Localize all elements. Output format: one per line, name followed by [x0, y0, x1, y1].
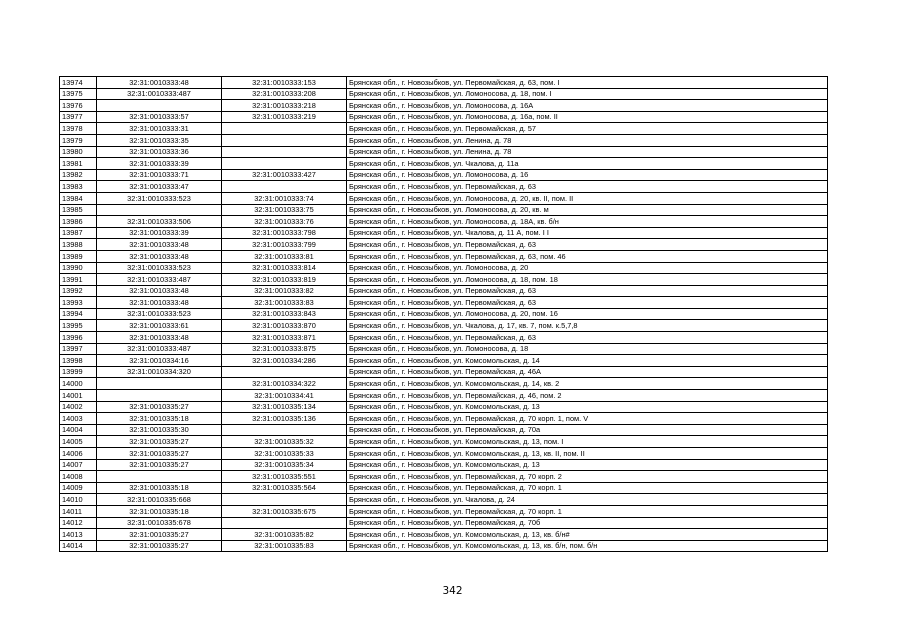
- table-row: [60, 169, 828, 181]
- cadastral-number-cell: 32:31:0010335:27: [97, 401, 222, 413]
- table-row: [60, 297, 828, 309]
- row-number-cell: 14000: [60, 378, 97, 390]
- building-cadastral-number-cell: 32:31:0010333:870: [222, 320, 347, 332]
- cadastral-number-cell: 32:31:0010335:18: [97, 482, 222, 494]
- building-cadastral-number-cell: 32:31:0010335:82: [222, 529, 347, 541]
- row-number-cell: 14007: [60, 459, 97, 471]
- cadastral-number-cell: 32:31:0010333:523: [97, 308, 222, 320]
- table-row: [60, 459, 828, 471]
- cadastral-number-cell: 32:31:0010334:16: [97, 355, 222, 367]
- table-row: [60, 111, 828, 123]
- page-number: 342: [442, 585, 463, 597]
- building-cadastral-number-cell: [222, 366, 347, 378]
- address-cell: Брянская обл., г. Новозыбков, ул. Первомайская, д. 57: [347, 123, 828, 135]
- table-row: [60, 134, 828, 146]
- table-row: [60, 378, 828, 390]
- table-row: [60, 517, 828, 529]
- cadastral-number-cell: 32:31:0010333:523: [97, 192, 222, 204]
- cadastral-number-cell: 32:31:0010333:31: [97, 123, 222, 135]
- table-row: [60, 146, 828, 158]
- building-cadastral-number-cell: 32:31:0010335:551: [222, 471, 347, 483]
- address-cell: Брянская обл., г. Новозыбков, ул. Первомайская, д. 63: [347, 297, 828, 309]
- row-number-cell: 13991: [60, 274, 97, 286]
- cadastral-number-cell: 32:31:0010333:71: [97, 169, 222, 181]
- building-cadastral-number-cell: 32:31:0010335:83: [222, 540, 347, 552]
- table-row: [60, 204, 828, 216]
- address-cell: Брянская обл., г. Новозыбков, ул. Первомайская, д. 70б: [347, 517, 828, 529]
- address-cell: Брянская обл., г. Новозыбков, ул. Чкалова, д. 11а: [347, 158, 828, 170]
- address-cell: Брянская обл., г. Новозыбков, ул. Первомайская, д. 63: [347, 181, 828, 193]
- row-number-cell: 13998: [60, 355, 97, 367]
- row-number-cell: 13996: [60, 332, 97, 344]
- address-cell: Брянская обл., г. Новозыбков, ул. Чкалова, д. 17, кв. 7, пом. к.5,7,8: [347, 320, 828, 332]
- address-cell: Брянская обл., г. Новозыбков, ул. Комсомольская, д. 14: [347, 355, 828, 367]
- cadastral-number-cell: 32:31:0010335:18: [97, 413, 222, 425]
- address-cell: Брянская обл., г. Новозыбков, ул. Первомайская, д. 70 корп. 1, пом. V: [347, 413, 828, 425]
- row-number-cell: 13995: [60, 320, 97, 332]
- cadastral-number-cell: 32:31:0010333:48: [97, 285, 222, 297]
- cadastral-number-cell: 32:31:0010333:35: [97, 134, 222, 146]
- row-number-cell: 14011: [60, 505, 97, 517]
- table-row: [60, 308, 828, 320]
- row-number-cell: 13988: [60, 239, 97, 251]
- row-number-cell: 14002: [60, 401, 97, 413]
- address-cell: Брянская обл., г. Новозыбков, ул. Ломоносова, д. 20, кв. II, пом. II: [347, 192, 828, 204]
- address-cell: Брянская обл., г. Новозыбков, ул. Комсомольская, д. 13, пом. I: [347, 436, 828, 448]
- address-cell: Брянская обл., г. Новозыбков, ул. Ломоносова, д. 18: [347, 343, 828, 355]
- building-cadastral-number-cell: 32:31:0010335:32: [222, 436, 347, 448]
- cadastral-number-cell: 32:31:0010333:39: [97, 158, 222, 170]
- address-cell: Брянская обл., г. Новозыбков, ул. Ломоносова, д. 20, пом. 16: [347, 308, 828, 320]
- cadastral-number-cell: 32:31:0010333:47: [97, 181, 222, 193]
- building-cadastral-number-cell: [222, 146, 347, 158]
- address-cell: Брянская обл., г. Новозыбков, ул. Первомайская, д. 46, пом. 2: [347, 390, 828, 402]
- address-cell: Брянская обл., г. Новозыбков, ул. Комсомольская, д. 13, кв. б/н, пом. б/н: [347, 540, 828, 552]
- building-cadastral-number-cell: 32:31:0010333:76: [222, 216, 347, 228]
- table-row: [60, 390, 828, 402]
- row-number-cell: 13987: [60, 227, 97, 239]
- address-cell: Брянская обл., г. Новозыбков, ул. Ленина, д. 78: [347, 146, 828, 158]
- table-row: [60, 355, 828, 367]
- registry-table: [59, 76, 828, 552]
- row-number-cell: 13979: [60, 134, 97, 146]
- building-cadastral-number-cell: 32:31:0010333:814: [222, 262, 347, 274]
- row-number-cell: 13975: [60, 88, 97, 100]
- table-row: [60, 100, 828, 112]
- address-cell: Брянская обл., г. Новозыбков, ул. Комсомольская, д. 13, кв. б/н#: [347, 529, 828, 541]
- building-cadastral-number-cell: [222, 134, 347, 146]
- building-cadastral-number-cell: 32:31:0010333:843: [222, 308, 347, 320]
- cadastral-number-cell: [97, 204, 222, 216]
- table-row: [60, 227, 828, 239]
- row-number-cell: 13982: [60, 169, 97, 181]
- cadastral-number-cell: 32:31:0010333:506: [97, 216, 222, 228]
- table-row: [60, 505, 828, 517]
- building-cadastral-number-cell: 32:31:0010335:34: [222, 459, 347, 471]
- table-row: [60, 192, 828, 204]
- address-cell: Брянская обл., г. Новозыбков, ул. Ломоносова, д. 20: [347, 262, 828, 274]
- row-number-cell: 13989: [60, 250, 97, 262]
- address-cell: Брянская обл., г. Новозыбков, ул. Первомайская, д. 63: [347, 332, 828, 344]
- building-cadastral-number-cell: 32:31:0010334:322: [222, 378, 347, 390]
- address-cell: Брянская обл., г. Новозыбков, ул. Ломоносова, д. 16А: [347, 100, 828, 112]
- building-cadastral-number-cell: [222, 494, 347, 506]
- row-number-cell: 13993: [60, 297, 97, 309]
- row-number-cell: 14005: [60, 436, 97, 448]
- cadastral-number-cell: 32:31:0010334:320: [97, 366, 222, 378]
- cadastral-number-cell: 32:31:0010335:27: [97, 459, 222, 471]
- building-cadastral-number-cell: 32:31:0010335:134: [222, 401, 347, 413]
- table-row: [60, 88, 828, 100]
- building-cadastral-number-cell: [222, 123, 347, 135]
- building-cadastral-number-cell: 32:31:0010333:74: [222, 192, 347, 204]
- building-cadastral-number-cell: 32:31:0010333:871: [222, 332, 347, 344]
- address-cell: Брянская обл., г. Новозыбков, ул. Ломоносова, д. 18, пом. 18: [347, 274, 828, 286]
- row-number-cell: 13985: [60, 204, 97, 216]
- table-row: [60, 332, 828, 344]
- cadastral-number-cell: 32:31:0010335:27: [97, 436, 222, 448]
- cadastral-number-cell: 32:31:0010333:39: [97, 227, 222, 239]
- cadastral-number-cell: 32:31:0010333:48: [97, 77, 222, 89]
- row-number-cell: 13977: [60, 111, 97, 123]
- cadastral-number-cell: 32:31:0010333:57: [97, 111, 222, 123]
- cadastral-number-cell: [97, 378, 222, 390]
- building-cadastral-number-cell: [222, 181, 347, 193]
- table-row: [60, 413, 828, 425]
- building-cadastral-number-cell: 32:31:0010333:83: [222, 297, 347, 309]
- address-cell: Брянская обл., г. Новозыбков, ул. Первомайская, д. 63: [347, 239, 828, 251]
- address-cell: Брянская обл., г. Новозыбков, ул. Комсомольская, д. 14, кв. 2: [347, 378, 828, 390]
- cadastral-number-cell: [97, 390, 222, 402]
- table-row: [60, 471, 828, 483]
- building-cadastral-number-cell: 32:31:0010335:136: [222, 413, 347, 425]
- table-row: [60, 482, 828, 494]
- table-row: [60, 529, 828, 541]
- building-cadastral-number-cell: 32:31:0010333:799: [222, 239, 347, 251]
- table-row: [60, 343, 828, 355]
- building-cadastral-number-cell: 32:31:0010333:75: [222, 204, 347, 216]
- row-number-cell: 13990: [60, 262, 97, 274]
- building-cadastral-number-cell: 32:31:0010333:218: [222, 100, 347, 112]
- table-row: [60, 77, 828, 89]
- address-cell: Брянская обл., г. Новозыбков, ул. Ломоносова, д. 16а, пом. II: [347, 111, 828, 123]
- table-row: [60, 320, 828, 332]
- building-cadastral-number-cell: 32:31:0010333:153: [222, 77, 347, 89]
- cadastral-number-cell: [97, 471, 222, 483]
- row-number-cell: 14004: [60, 424, 97, 436]
- row-number-cell: 13999: [60, 366, 97, 378]
- table-row: [60, 262, 828, 274]
- table-row: [60, 540, 828, 552]
- cadastral-number-cell: 32:31:0010335:27: [97, 448, 222, 460]
- address-cell: Брянская обл., г. Новозыбков, ул. Комсомольская, д. 13: [347, 459, 828, 471]
- building-cadastral-number-cell: 32:31:0010333:798: [222, 227, 347, 239]
- row-number-cell: 13992: [60, 285, 97, 297]
- building-cadastral-number-cell: 32:31:0010333:82: [222, 285, 347, 297]
- cadastral-number-cell: 32:31:0010335:27: [97, 529, 222, 541]
- row-number-cell: 14001: [60, 390, 97, 402]
- row-number-cell: 14006: [60, 448, 97, 460]
- table-row: [60, 216, 828, 228]
- address-cell: Брянская обл., г. Новозыбков, ул. Первомайская, д. 70 корп. 2: [347, 471, 828, 483]
- address-cell: Брянская обл., г. Новозыбков, ул. Первомайская, д. 70 корп. 1: [347, 482, 828, 494]
- address-cell: Брянская обл., г. Новозыбков, ул. Комсомольская, д. 13, кв. II, пом. II: [347, 448, 828, 460]
- row-number-cell: 13981: [60, 158, 97, 170]
- cadastral-number-cell: 32:31:0010335:18: [97, 505, 222, 517]
- row-number-cell: 13986: [60, 216, 97, 228]
- building-cadastral-number-cell: 32:31:0010333:427: [222, 169, 347, 181]
- address-cell: Брянская обл., г. Новозыбков, ул. Чкалова, д. 11 А, пом. I I: [347, 227, 828, 239]
- cadastral-number-cell: 32:31:0010335:678: [97, 517, 222, 529]
- row-number-cell: 14009: [60, 482, 97, 494]
- row-number-cell: 14013: [60, 529, 97, 541]
- cadastral-number-cell: 32:31:0010333:48: [97, 239, 222, 251]
- table-row: [60, 239, 828, 251]
- row-number-cell: 13997: [60, 343, 97, 355]
- row-number-cell: 13984: [60, 192, 97, 204]
- building-cadastral-number-cell: 32:31:0010335:33: [222, 448, 347, 460]
- building-cadastral-number-cell: 32:31:0010333:219: [222, 111, 347, 123]
- row-number-cell: 14003: [60, 413, 97, 425]
- row-number-cell: 13978: [60, 123, 97, 135]
- building-cadastral-number-cell: [222, 424, 347, 436]
- building-cadastral-number-cell: 32:31:0010334:41: [222, 390, 347, 402]
- table-row: [60, 448, 828, 460]
- row-number-cell: 13983: [60, 181, 97, 193]
- cadastral-number-cell: [97, 100, 222, 112]
- row-number-cell: 14014: [60, 540, 97, 552]
- row-number-cell: 13994: [60, 308, 97, 320]
- address-cell: Брянская обл., г. Новозыбков, ул. Ломоносова, д. 18, пом. I: [347, 88, 828, 100]
- table-row: [60, 401, 828, 413]
- cadastral-number-cell: 32:31:0010333:487: [97, 343, 222, 355]
- address-cell: Брянская обл., г. Новозыбков, ул. Первомайская, д. 63, пом. 46: [347, 250, 828, 262]
- row-number-cell: 13976: [60, 100, 97, 112]
- registry-table-body: [60, 77, 828, 552]
- row-number-cell: 14008: [60, 471, 97, 483]
- building-cadastral-number-cell: [222, 158, 347, 170]
- address-cell: Брянская обл., г. Новозыбков, ул. Первомайская, д. 63: [347, 285, 828, 297]
- cadastral-number-cell: 32:31:0010333:487: [97, 274, 222, 286]
- table-row: [60, 123, 828, 135]
- table-row: [60, 494, 828, 506]
- cadastral-number-cell: 32:31:0010335:30: [97, 424, 222, 436]
- row-number-cell: 14012: [60, 517, 97, 529]
- building-cadastral-number-cell: 32:31:0010333:81: [222, 250, 347, 262]
- address-cell: Брянская обл., г. Новозыбков, ул. Первомайская, д. 63, пом. I: [347, 77, 828, 89]
- cadastral-number-cell: 32:31:0010333:61: [97, 320, 222, 332]
- building-cadastral-number-cell: 32:31:0010334:286: [222, 355, 347, 367]
- address-cell: Брянская обл., г. Новозыбков, ул. Комсомольская, д. 13: [347, 401, 828, 413]
- table-row: [60, 250, 828, 262]
- cadastral-number-cell: 32:31:0010333:48: [97, 332, 222, 344]
- cadastral-number-cell: 32:31:0010333:36: [97, 146, 222, 158]
- building-cadastral-number-cell: 32:31:0010333:875: [222, 343, 347, 355]
- building-cadastral-number-cell: 32:31:0010333:819: [222, 274, 347, 286]
- address-cell: Брянская обл., г. Новозыбков, ул. Первомайская, д. 70а: [347, 424, 828, 436]
- address-cell: Брянская обл., г. Новозыбков, ул. Ленина, д. 78: [347, 134, 828, 146]
- building-cadastral-number-cell: [222, 517, 347, 529]
- address-cell: Брянская обл., г. Новозыбков, ул. Ломоносова, д. 16: [347, 169, 828, 181]
- row-number-cell: 13974: [60, 77, 97, 89]
- address-cell: Брянская обл., г. Новозыбков, ул. Чкалова, д. 24: [347, 494, 828, 506]
- table-row: [60, 366, 828, 378]
- cadastral-number-cell: 32:31:0010333:48: [97, 250, 222, 262]
- cadastral-number-cell: 32:31:0010333:48: [97, 297, 222, 309]
- table-row: [60, 274, 828, 286]
- address-cell: Брянская обл., г. Новозыбков, ул. Первомайская, д. 70 корп. 1: [347, 505, 828, 517]
- cadastral-number-cell: 32:31:0010333:487: [97, 88, 222, 100]
- table-row: [60, 158, 828, 170]
- cadastral-number-cell: 32:31:0010335:668: [97, 494, 222, 506]
- building-cadastral-number-cell: 32:31:0010335:564: [222, 482, 347, 494]
- cadastral-number-cell: 32:31:0010335:27: [97, 540, 222, 552]
- cadastral-number-cell: 32:31:0010333:523: [97, 262, 222, 274]
- row-number-cell: 13980: [60, 146, 97, 158]
- table-row: [60, 436, 828, 448]
- address-cell: Брянская обл., г. Новозыбков, ул. Ломоносова, д. 18А, кв. б/н: [347, 216, 828, 228]
- table-row: [60, 181, 828, 193]
- table-row: [60, 424, 828, 436]
- address-cell: Брянская обл., г. Новозыбков, ул. Ломоносова, д. 20, кв. м: [347, 204, 828, 216]
- table-row: [60, 285, 828, 297]
- building-cadastral-number-cell: 32:31:0010335:675: [222, 505, 347, 517]
- row-number-cell: 14010: [60, 494, 97, 506]
- building-cadastral-number-cell: 32:31:0010333:208: [222, 88, 347, 100]
- address-cell: Брянская обл., г. Новозыбков, ул. Первомайская, д. 46А: [347, 366, 828, 378]
